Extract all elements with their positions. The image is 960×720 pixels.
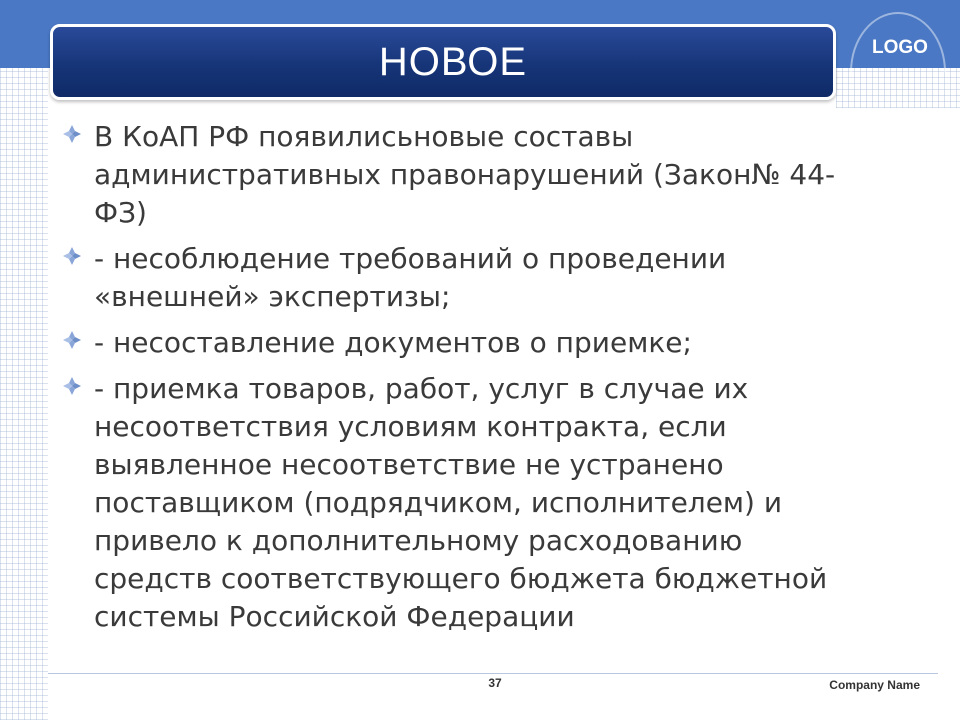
page-title: НОВОЕ <box>378 39 528 84</box>
footer-divider <box>48 673 938 674</box>
bullet-list <box>60 118 860 644</box>
list-item <box>60 370 860 636</box>
logo: LOGO <box>872 37 928 58</box>
diamond-bullet-icon <box>60 370 88 408</box>
list-item-text: - несоблюдение требований о проведении «внешней» экспертизы; <box>94 242 727 313</box>
diamond-bullet-icon <box>60 118 88 156</box>
grid-decoration-left <box>0 68 48 720</box>
title-bar <box>50 24 836 100</box>
list-item-text: - несоставление документов о приемке; <box>94 326 692 359</box>
list-item-text: В КоАП РФ появилисьновые составы административных правонарушений (Закон№ 44-ФЗ) <box>94 120 836 229</box>
list-item-text: - приемка товаров, работ, услуг в случае их несоответствия условиям контракта, если выявленное несоответствие не устранено поставщиком (подрядчиком, исполнителем) и привело к дополнительному расходованию средств соответствующего бюджета бюджетной системы Российской Федерации <box>94 372 828 633</box>
page-number: 37 <box>488 676 502 690</box>
diamond-bullet-icon <box>60 324 88 362</box>
list-item <box>60 324 860 362</box>
company-name: Company Name <box>829 678 920 692</box>
grid-decoration-right <box>836 68 960 108</box>
diamond-bullet-icon <box>60 240 88 278</box>
list-item <box>60 118 860 232</box>
list-item <box>60 240 860 316</box>
